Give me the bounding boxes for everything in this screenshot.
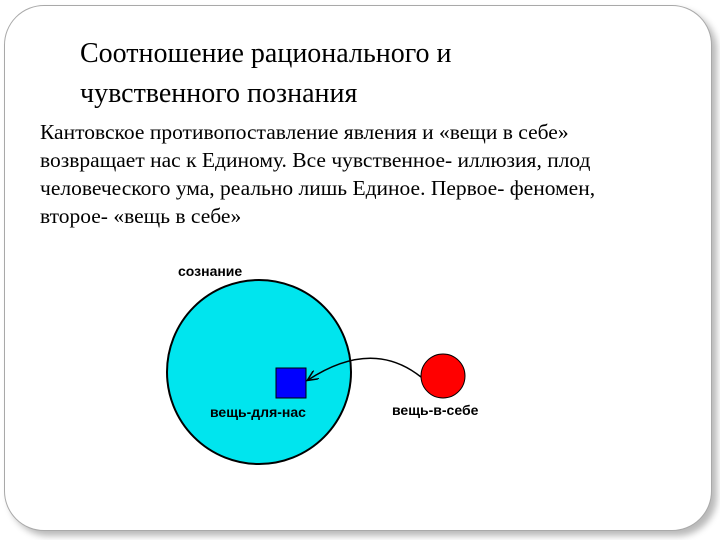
consciousness-circle [167,280,351,464]
slide-title: Соотношение рационального и чувственного познания [80,38,452,109]
thing-for-us-label: вещь-для-нас [210,404,306,420]
thing-for-us-square [276,368,306,398]
thing-in-itself-label: вещь-в-себе [392,402,479,418]
slide-body-text: Кантовское противопоставление явления и «вещи в себе» возвращает нас к Единому. Все чувственное- иллюзия, плод человеческого ума, реально лишь Единое. Первое- феномен, второе- «вещь в себе» [40,120,596,228]
consciousness-label: сознание [178,263,243,279]
thing-in-itself-circle [421,354,465,398]
